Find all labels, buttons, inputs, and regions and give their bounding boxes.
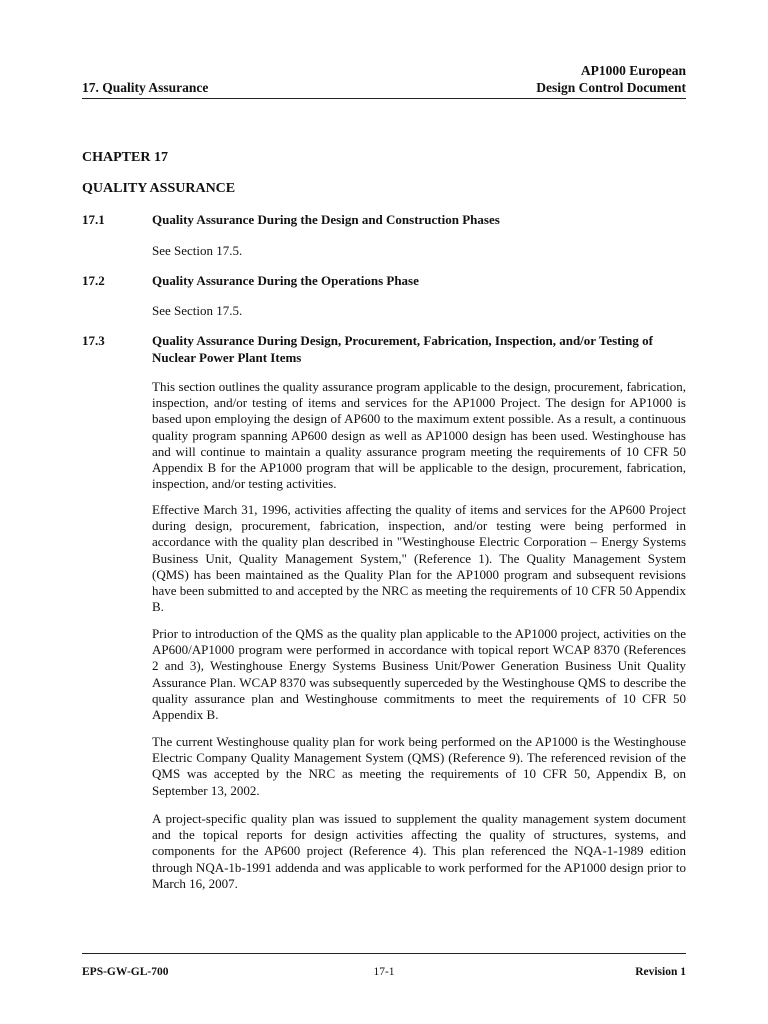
chapter-number: CHAPTER 17 [82, 150, 168, 165]
body-paragraph: This section outlines the quality assurance program applicable to the design, procurement, fabrication, inspection, and/or testing of items and services for the AP1000 Project. The design for AP1000 is based upon employing the design of AP600 to the maximum extent possible. As a result, a continuous quality program spanning AP600 design as well as AP1000 design has been used. Westinghouse has and will continue to maintain a quality assurance program meeting the requirements of 10 CFR 50 Appendix B for the AP1000 program that will be applicable to the design, procurement, fabrication, inspection, and/or testing activities. [152, 379, 686, 492]
body-paragraph: A project-specific quality plan was issued to supplement the quality management system document and the topical reports for design activities affecting the quality of structures, systems, and components for the AP600 project (Reference 4). This plan referenced the NQA-1-1989 edition through NQA-1b-1991 addenda and was applicable to work performed for the AP1000 design prior to March 16, 2007. [152, 811, 686, 891]
body-paragraph: Prior to introduction of the QMS as the quality plan applicable to the AP1000 project, activities on the AP600/AP1000 program were performed in accordance with topical report WCAP 8370 (References 2 and 3), Westinghouse Energy Systems Business Unit/Power Generation Business Unit Quality Assurance Plan. WCAP 8370 was subsequently superceded by the Westinghouse QMS to describe the quality assurance plan and Westinghouse commitments to meet the requirements of 10 CFR 50 Appendix B. [152, 626, 686, 723]
section-title: Quality Assurance During the Design and Construction Phases [152, 212, 500, 227]
revision-label: Revision 1 [635, 966, 686, 978]
footer-rule [82, 953, 686, 954]
section-note: See Section 17.5. [152, 243, 243, 258]
body-paragraph: The current Westinghouse quality plan for work being performed on the AP1000 is the Westinghouse Electric Company Quality Management System (QMS) (Reference 9). The referenced revision of the QMS was accepted by the NRC as meeting the requirements of 10 CFR 50, Appendix B, on September 13, 2002. [152, 734, 686, 798]
section-note: See Section 17.5. [152, 303, 243, 318]
document-id: EPS-GW-GL-700 [82, 966, 169, 978]
header-rule [82, 98, 686, 99]
section-number: 17.3 [82, 333, 105, 348]
section-title: Quality Assurance During the Operations Phase [152, 273, 419, 288]
section-number: 17.2 [82, 273, 105, 288]
page-number: 17-1 [373, 966, 395, 978]
document-title-line1: AP1000 European [580, 63, 686, 78]
chapter-title: QUALITY ASSURANCE [82, 181, 236, 196]
chapter-header-label: 17. Quality Assurance [82, 80, 209, 95]
section-number: 17.1 [82, 212, 105, 227]
section-title: Quality Assurance During Design, Procurement, Fabrication, Inspection, and/or Testing of Nuclear Power Plant Items [152, 333, 653, 365]
body-paragraph: Effective March 31, 1996, activities affecting the quality of items and services for the AP600 Project during design, procurement, fabrication, inspection, and/or testing were being performed in accordance with the quality plan described in "Westinghouse Electric Corporation – Energy Systems Business Unit, Quality Management System," (Reference 1). The Quality Management System (QMS) has been maintained as the Quality Plan for the AP1000 program and subsequent revisions have been submitted to and accepted by the NRC as meeting the requirements of 10 CFR 50 Appendix B. [152, 502, 686, 615]
document-title [536, 62, 686, 96]
document-title-line2: Design Control Document [536, 80, 686, 95]
